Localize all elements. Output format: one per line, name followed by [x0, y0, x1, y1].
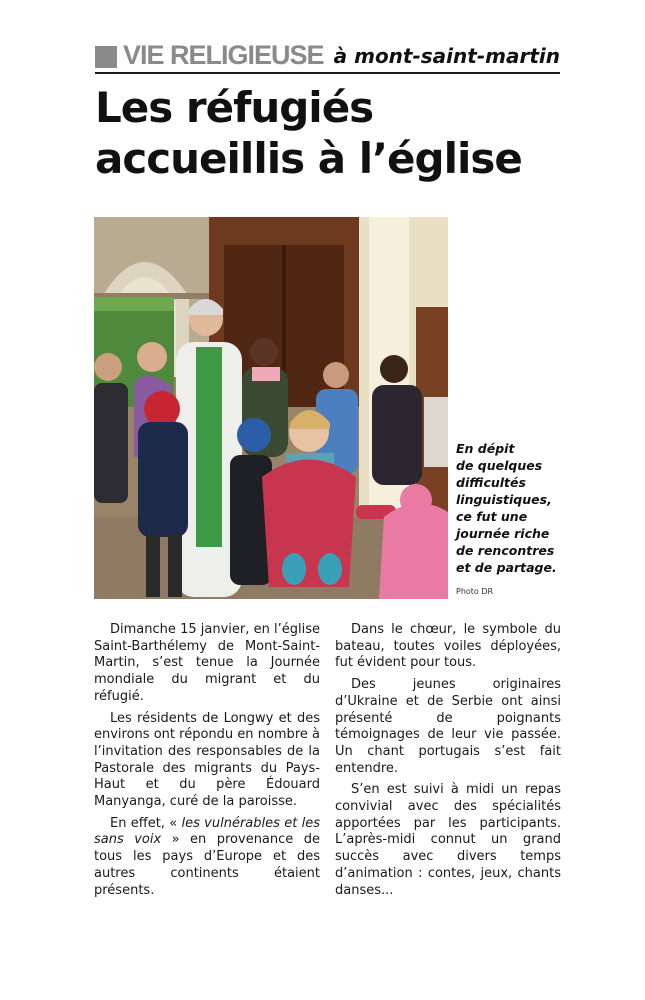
rubric-square-icon: [95, 46, 117, 68]
paragraph: Dimanche 15 janvier, en l’église Saint-Barthélemy de Mont-Saint-Martin, s’est tenue la Journée mondiale du migrant et du réfugié.: [94, 622, 320, 704]
photo-caption: En dépit de quelques difficultés linguistiques, ce fut une journée riche de rencontres et de partage.: [456, 441, 557, 575]
article-column-2: [335, 622, 561, 904]
article-headline: [95, 82, 565, 184]
paragraph: Des jeunes originaires d’Ukraine et de Serbie ont ainsi présenté de poignants témoignages de leur vie passée. Un chant portugais s’est fait entendre.: [335, 677, 561, 776]
article-column-1: [94, 622, 320, 904]
section-rubric: [95, 42, 560, 74]
quote-italic: les vulnérables et les sans voix: [94, 815, 320, 848]
paragraph: Les résidents de Longwy et des environs ont répondu en nombre à l’invitation des responsables de la Pastorale des migrants du Pays-Haut et du père Édouard Manyanga, curé de la paroisse.: [94, 710, 320, 810]
paragraph: En effet, « les vulnérables et les sans voix » en provenance de tous les pays d’Europe et des autres continents étaient présents.: [94, 815, 320, 898]
headline-line-2: accueillis à l’église: [95, 134, 522, 183]
location-label: à mont-saint-martin: [333, 44, 560, 68]
church-photo: [94, 217, 448, 599]
headline-line-1: Les réfugiés: [95, 83, 374, 132]
section-label: VIE RELIGIEUSE: [123, 40, 324, 70]
paragraph: Dans le chœur, le symbole du bateau, toutes voiles déployées, fut évident pour tous.: [335, 622, 561, 671]
paragraph: S’en est suivi à midi un repas convivial avec des spécialités apportées par les participants. L’après-midi connut un grand succès avec divers temps d’animation : contes, jeux, chants danses...: [335, 782, 561, 898]
photo-credit: Photo DR: [456, 587, 494, 596]
